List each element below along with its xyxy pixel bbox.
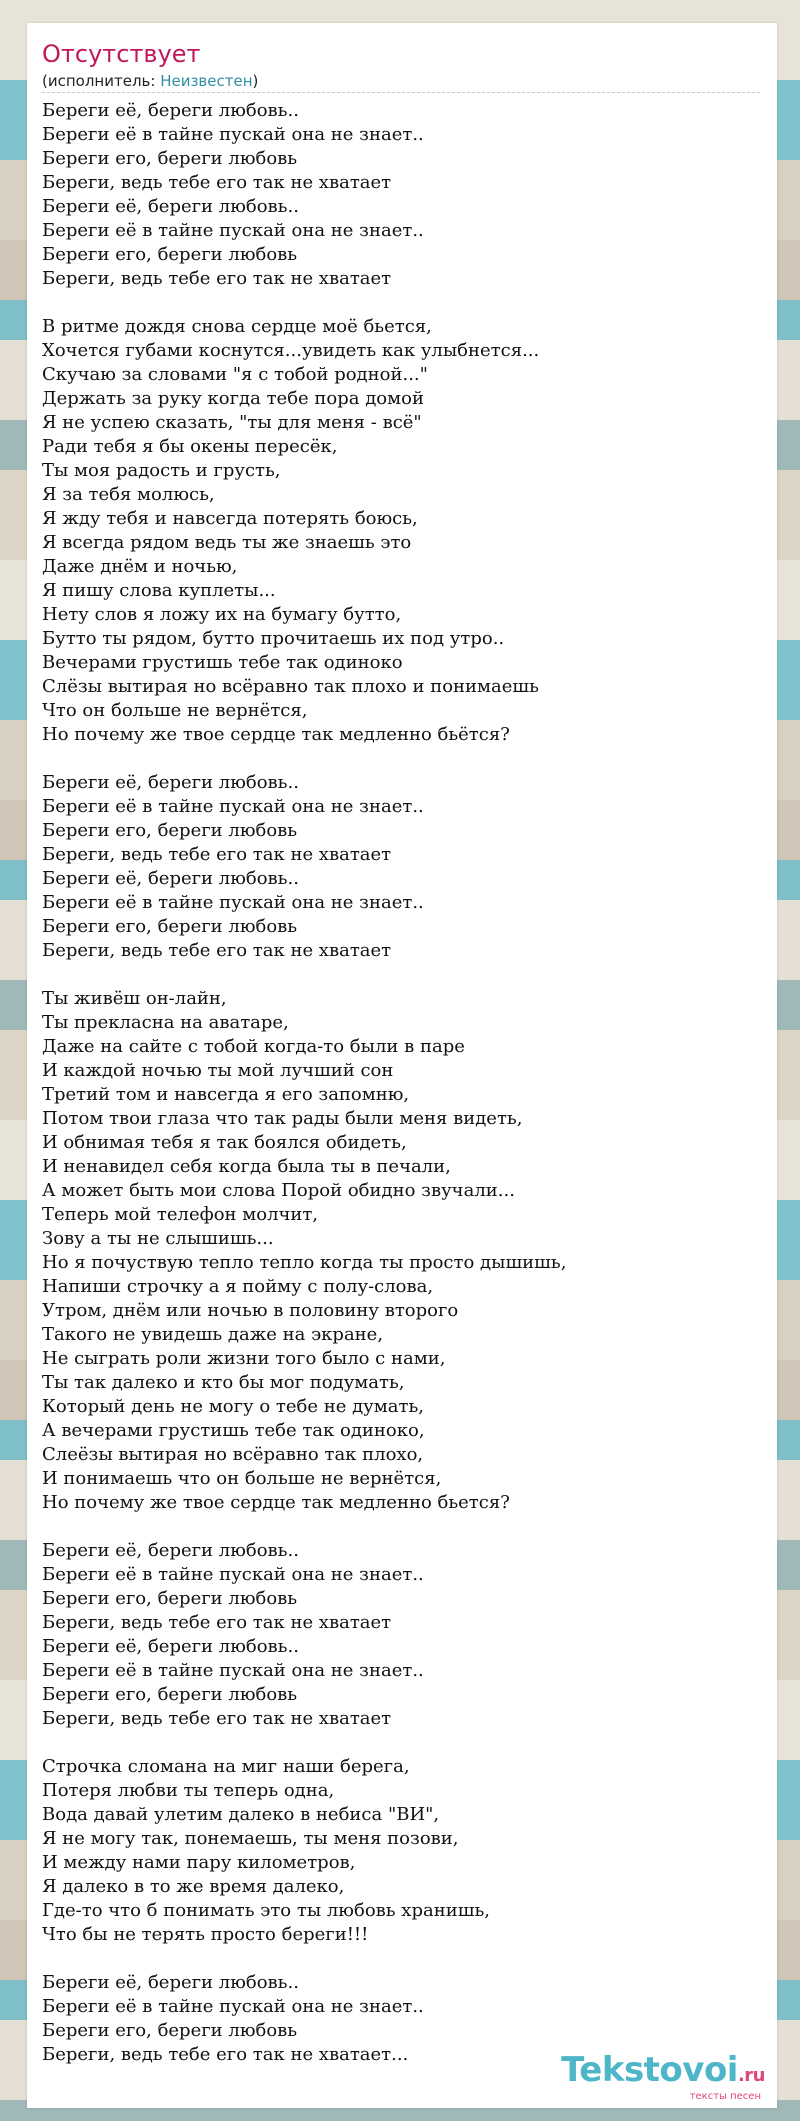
lyric-line: Ты так далеко и кто бы мог подумать, — [42, 1372, 405, 1393]
artist-prefix: (исполнитель: — [42, 72, 161, 90]
lyric-line: Береги её, береги любовь.. — [42, 1540, 299, 1561]
lyric-line: Береги, ведь тебе его так не хватает — [42, 268, 392, 289]
lyric-line: Но почему же твое сердце так медленно бьётся? — [42, 724, 510, 745]
lyric-line: Что бы не терять просто береги!!! — [42, 1924, 369, 1945]
stanza-break — [42, 1947, 762, 1971]
lyric-line: Береги его, береги любовь — [42, 148, 298, 169]
lyric-line: Береги, ведь тебе его так не хватает — [42, 1612, 392, 1633]
lyric-line: Береги, ведь тебе его так не хватает — [42, 1708, 392, 1729]
lyric-line: Но я почуствую тепло тепло когда ты просто дышишь, — [42, 1252, 567, 1273]
lyric-line: Береги её, береги любовь.. — [42, 868, 299, 889]
lyric-line: Напиши строчку а я пойму с полу-слова, — [42, 1276, 434, 1297]
lyric-line: Береги, ведь тебе его так не хватает — [42, 940, 392, 961]
lyric-line: Третий том и навсегда я его запомню, — [42, 1084, 410, 1105]
lyric-line: Ради тебя я бы окены пересёк, — [42, 436, 338, 457]
lyric-line: Я всегда рядом ведь ты же знаешь это — [42, 532, 412, 553]
lyric-line: И обнимая тебя я так боялся обидеть, — [42, 1132, 407, 1153]
logo-wordmark — [561, 2052, 765, 2094]
lyric-line: Береги её в тайне пускай она не знает.. — [42, 220, 424, 241]
lyric-line: Слёзы вытирая но всёравно так плохо и понимаешь — [42, 676, 539, 697]
logo-tagline: тексты песен — [689, 2091, 761, 2102]
lyric-line: Даже на сайте с тобой когда-то были в паре — [42, 1036, 465, 1057]
lyric-line: И понимаешь что он больше не вернётся, — [42, 1468, 442, 1489]
lyric-line: Береги, ведь тебе его так не хватает — [42, 844, 392, 865]
lyric-line: Я далеко в то же время далеко, — [42, 1876, 345, 1897]
lyric-line: Нету слов я ложу их на бумагу бутто, — [42, 604, 402, 625]
lyric-line: Держать за руку когда тебе пора домой — [42, 388, 424, 409]
lyric-line: Зову а ты не слышишь... — [42, 1228, 274, 1249]
artist-link[interactable]: Неизвестен — [160, 72, 253, 90]
lyric-line: Береги его, береги любовь — [42, 244, 298, 265]
lyric-line: Теперь мой телефон молчит, — [42, 1204, 319, 1225]
lyric-line: Береги её, береги любовь.. — [42, 196, 299, 217]
lyric-line: Строчка сломана на миг наши берега, — [42, 1756, 410, 1777]
lyric-line: Бутто ты рядом, бутто прочитаешь их под утро.. — [42, 628, 505, 649]
lyric-line: Хочется губами коснутся...увидеть как улыбнется... — [42, 340, 540, 361]
lyric-line: Такого не увидешь даже на экране, — [42, 1324, 384, 1345]
lyric-line: Береги его, береги любовь — [42, 1588, 298, 1609]
artist-line — [42, 71, 760, 93]
lyric-line: Ты прекласна на аватаре, — [42, 1012, 289, 1033]
lyric-line: Береги его, береги любовь — [42, 820, 298, 841]
lyric-line: Береги его, береги любовь — [42, 1684, 298, 1705]
lyric-line: В ритме дождя снова сердце моё бьется, — [42, 316, 432, 337]
lyric-line: Береги её, береги любовь.. — [42, 1636, 299, 1657]
lyric-line: Где-то что б понимать это ты любовь хранишь, — [42, 1900, 490, 1921]
lyric-line: Я пишу слова куплеты... — [42, 580, 276, 601]
lyric-line: И между нами пару километров, — [42, 1852, 356, 1873]
lyric-line: Береги её, береги любовь.. — [42, 1972, 299, 1993]
lyric-line: Береги её, береги любовь.. — [42, 100, 299, 121]
lyric-line: Береги, ведь тебе его так не хватает — [42, 172, 392, 193]
lyric-line: И ненавидел себя когда была ты в печали, — [42, 1156, 451, 1177]
stanza-break — [42, 291, 762, 315]
lyric-line: Береги её в тайне пускай она не знает.. — [42, 124, 424, 145]
lyric-line: Даже днём и ночью, — [42, 556, 238, 577]
lyric-line: Не сыграть роли жизни того было с нами, — [42, 1348, 446, 1369]
lyric-line: Ты моя радость и грусть, — [42, 460, 281, 481]
site-logo[interactable] — [561, 2052, 765, 2102]
lyric-line: Который день не могу о тебе не думать, — [42, 1396, 424, 1417]
stanza-break — [42, 1515, 762, 1539]
lyric-line: Вода давай улетим далеко в небиса "ВИ", — [42, 1804, 440, 1825]
lyric-line: Береги её в тайне пускай она не знает.. — [42, 1564, 424, 1585]
lyric-line: Потеря любви ты теперь одна, — [42, 1780, 335, 1801]
lyric-line: А вечерами грустишь тебе так одиноко, — [42, 1420, 425, 1441]
lyric-line: Потом твои глаза что так рады были меня видеть, — [42, 1108, 523, 1129]
lyrics-text — [42, 99, 762, 2067]
stanza-break — [42, 1731, 762, 1755]
lyric-line: Береги её, береги любовь.. — [42, 772, 299, 793]
lyric-line: Береги её в тайне пускай она не знает.. — [42, 1996, 424, 2017]
lyric-line: Что он больше не вернётся, — [42, 700, 308, 721]
lyric-line: А может быть мои слова Порой обидно звучали... — [42, 1180, 515, 1201]
logo-name: Tekstovoi — [561, 2050, 738, 2090]
artist-suffix: ) — [252, 72, 259, 90]
lyric-line: Скучаю за словами "я с тобой родной..." — [42, 364, 428, 385]
lyric-line: Береги её в тайне пускай она не знает.. — [42, 892, 424, 913]
lyric-line: Вечерами грустишь тебе так одиноко — [42, 652, 403, 673]
lyric-line: Береги, ведь тебе его так не хватает... — [42, 2044, 409, 2065]
lyric-line: Береги его, береги любовь — [42, 916, 298, 937]
lyric-line: И каждой ночью ты мой лучший сон — [42, 1060, 394, 1081]
lyric-line: Я за тебя молюсь, — [42, 484, 215, 505]
song-title: Отсутствует — [42, 40, 201, 68]
lyric-line: Утром, днём или ночью в половину второго — [42, 1300, 459, 1321]
lyric-line: Береги её в тайне пускай она не знает.. — [42, 796, 424, 817]
lyric-line: Ты живёш он-лайн, — [42, 988, 227, 1009]
stanza-break — [42, 963, 762, 987]
lyric-line: Я жду тебя и навсегда потерять боюсь, — [42, 508, 418, 529]
lyric-line: Береги его, береги любовь — [42, 2020, 298, 2041]
lyric-line: Но почему же твое сердце так медленно бьется? — [42, 1492, 510, 1513]
lyrics-card — [27, 23, 777, 2108]
lyric-line: Береги её в тайне пускай она не знает.. — [42, 1660, 424, 1681]
lyric-line: Я не могу так, понемаешь, ты меня позови, — [42, 1828, 459, 1849]
logo-tld: .ru — [737, 2065, 765, 2086]
stanza-break — [42, 747, 762, 771]
lyric-line: Слеёзы вытирая но всёравно так плохо, — [42, 1444, 424, 1465]
lyric-line: Я не успею сказать, "ты для меня - всё" — [42, 412, 422, 433]
